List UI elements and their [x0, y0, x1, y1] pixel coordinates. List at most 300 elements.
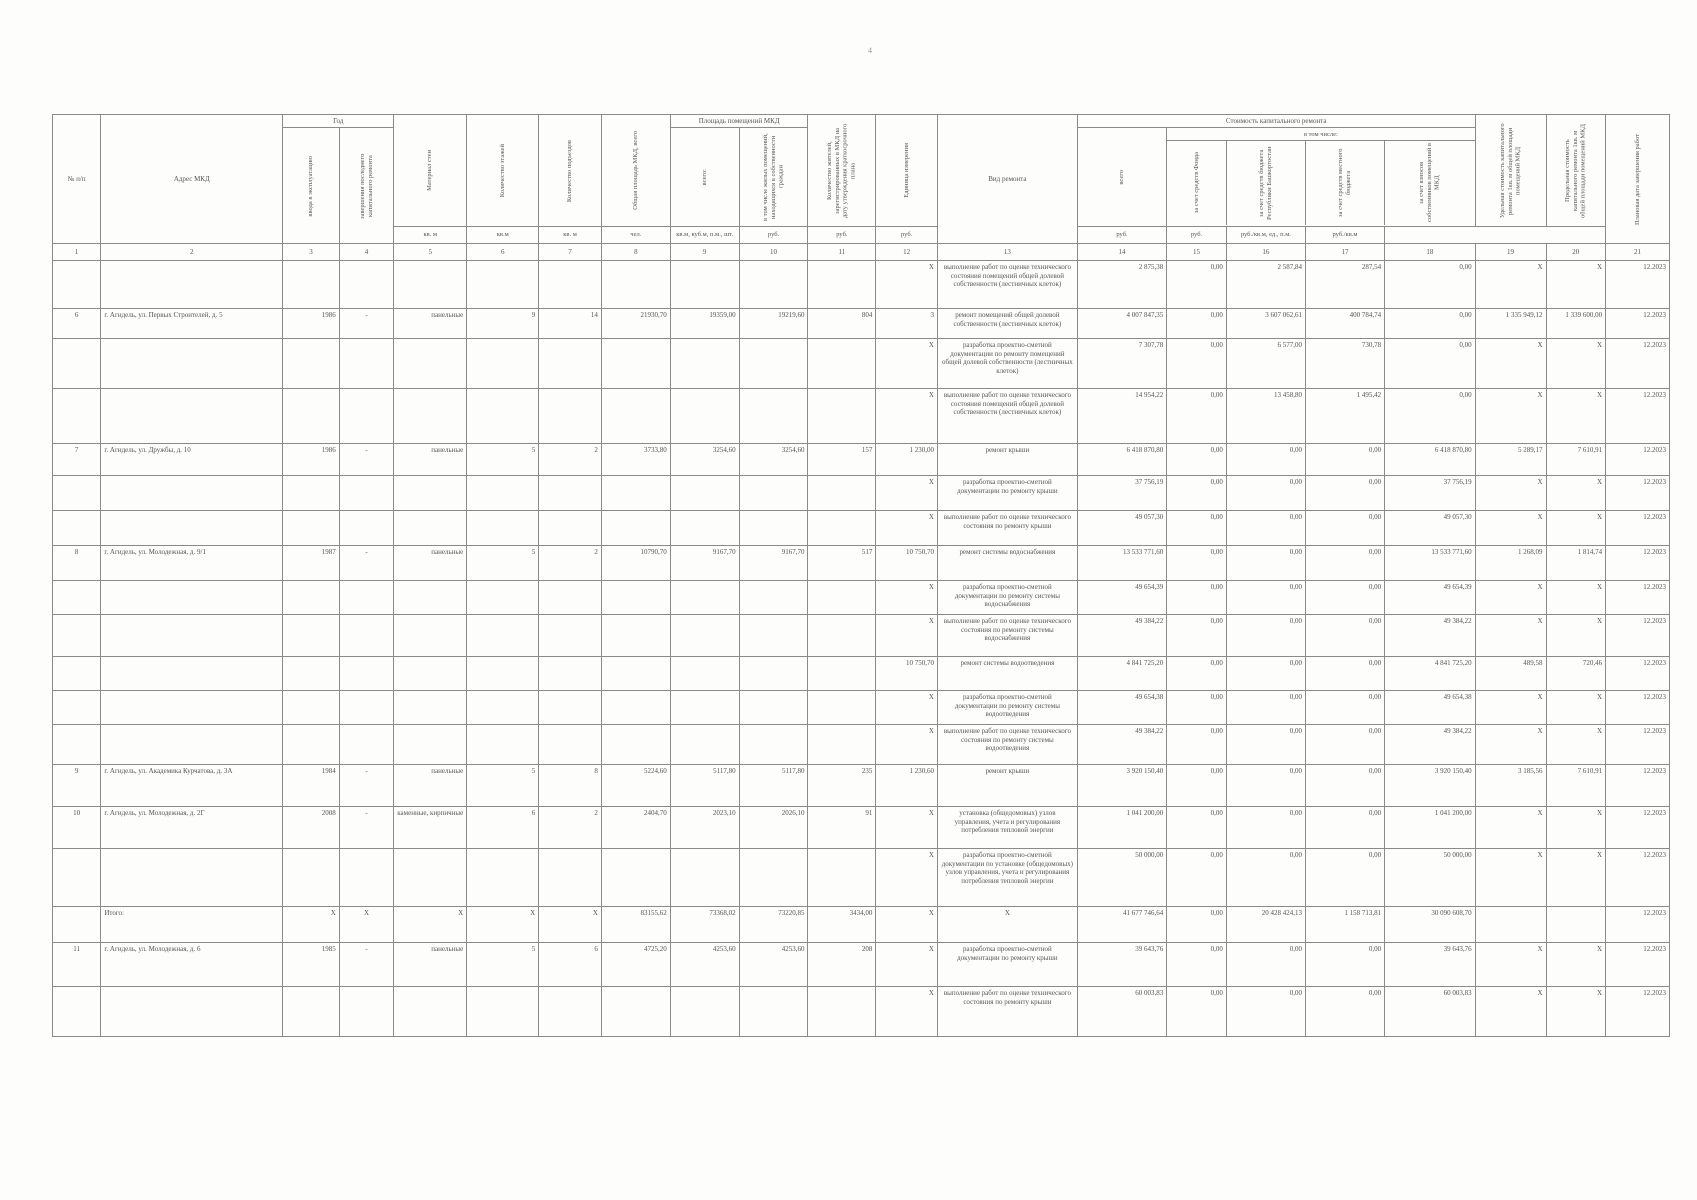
cost-republic-cell: 0,00 [1226, 691, 1305, 725]
year-built-cell [283, 849, 340, 907]
row-number [53, 849, 101, 907]
total-area-cell [601, 389, 670, 444]
cost-local-cell: 0,00 [1305, 581, 1384, 615]
measure-cell: X [876, 943, 938, 987]
year-repair-cell: - [339, 546, 393, 581]
residents-cell [808, 581, 876, 615]
unit-residential: кв. м [539, 227, 602, 244]
repair-type-cell: разработка проектно-сметной документации по установке (общедомовых) узлов управления, учета и регулирования потребления тепловой энергии [937, 849, 1077, 907]
table-row [53, 765, 1670, 807]
year-repair-cell: - [339, 309, 393, 339]
total-area-cell: 21930,70 [601, 309, 670, 339]
floors-cell: 9 [467, 309, 539, 339]
residential-area-cell: 3254,60 [739, 444, 808, 476]
residential-area-cell [739, 389, 808, 444]
unit-area: кв. м [394, 227, 467, 244]
header-max-cost: Предельная стоимость капитального ремонта 1кв. м общей площади помещений МКД [1546, 115, 1606, 227]
cost-fund-cell: 0,00 [1167, 849, 1227, 907]
table-row [53, 309, 1670, 339]
max-cost-cell: 7 610,91 [1546, 765, 1606, 807]
unit-cost-cell: X [1475, 807, 1546, 849]
residential-area-cell [739, 691, 808, 725]
premises-area-cell [670, 657, 739, 691]
unit-cost-cell: X [1475, 581, 1546, 615]
table-row [53, 807, 1670, 849]
premises-area-cell [670, 725, 739, 765]
address-cell [101, 339, 283, 389]
residents-cell [808, 849, 876, 907]
repair-type-cell: ремонт крыши [937, 765, 1077, 807]
residents-cell [808, 339, 876, 389]
cost-local-cell: 0,00 [1305, 657, 1384, 691]
cost-total-cell: 49 384,22 [1077, 615, 1166, 657]
total-area-cell [601, 339, 670, 389]
unit-unit-cost: руб./кв.м, ед., п.м. [1226, 227, 1305, 244]
wall-material-cell: панельные [394, 765, 467, 807]
year-repair-cell [339, 476, 393, 511]
total-area-cell [601, 691, 670, 725]
entrances-cell [539, 476, 602, 511]
residential-area-cell [739, 581, 808, 615]
table-row [53, 907, 1670, 943]
column-number: 15 [1167, 244, 1227, 261]
cost-local-cell: 0,00 [1305, 444, 1384, 476]
address-cell [101, 389, 283, 444]
cost-total-cell: 3 920 150,40 [1077, 765, 1166, 807]
wall-material-cell: панельные [394, 943, 467, 987]
header-year-last-repair: завершения последнего капитального ремонта [339, 128, 393, 244]
cost-fund-cell: 0,00 [1167, 907, 1227, 943]
floors-cell: 5 [467, 546, 539, 581]
floors-cell [467, 389, 539, 444]
header-cost-local: за счет средств местного бюджета [1337, 148, 1353, 218]
row-number [53, 725, 101, 765]
deadline-cell: 12.2023 [1606, 309, 1670, 339]
cost-local-cell: 0,00 [1305, 476, 1384, 511]
max-cost-cell: X [1546, 261, 1606, 309]
column-number: 20 [1546, 244, 1606, 261]
total-area-cell [601, 261, 670, 309]
unit-cost-cell: X [1475, 615, 1546, 657]
measure-cell: 1 230,60 [876, 765, 938, 807]
measure-cell: 1 230,00 [876, 444, 938, 476]
header-address: Адрес МКД [101, 115, 283, 244]
premises-area-cell [670, 476, 739, 511]
unit-cost-cell: 489,58 [1475, 657, 1546, 691]
max-cost-cell: 7 610,91 [1546, 444, 1606, 476]
row-number [53, 581, 101, 615]
cost-republic-cell: 0,00 [1226, 657, 1305, 691]
table-row [53, 511, 1670, 546]
residents-cell: 157 [808, 444, 876, 476]
cost-republic-cell: 0,00 [1226, 765, 1305, 807]
row-number [53, 476, 101, 511]
column-number: 16 [1226, 244, 1305, 261]
max-cost-cell: X [1546, 389, 1606, 444]
unit-cost-cell: X [1475, 476, 1546, 511]
floors-cell [467, 511, 539, 546]
residents-cell [808, 615, 876, 657]
year-repair-cell: X [339, 907, 393, 943]
residents-cell [808, 389, 876, 444]
year-repair-cell: - [339, 807, 393, 849]
measure-cell: X [876, 581, 938, 615]
cost-local-cell: 0,00 [1305, 615, 1384, 657]
measure-cell: X [876, 691, 938, 725]
wall-material-cell [394, 511, 467, 546]
column-number: 21 [1606, 244, 1670, 261]
row-number: 6 [53, 309, 101, 339]
cost-owners-cell: 0,00 [1385, 309, 1475, 339]
measure-cell: X [876, 725, 938, 765]
column-number: 13 [937, 244, 1077, 261]
cost-total-cell: 60 003,83 [1077, 987, 1166, 1037]
cost-republic-cell: 0,00 [1226, 581, 1305, 615]
premises-area-cell [670, 511, 739, 546]
residents-cell: 235 [808, 765, 876, 807]
year-repair-cell [339, 987, 393, 1037]
table-row [53, 849, 1670, 907]
deadline-cell: 12.2023 [1606, 546, 1670, 581]
year-built-cell [283, 581, 340, 615]
cost-republic-cell: 20 428 424,13 [1226, 907, 1305, 943]
table-row [53, 339, 1670, 389]
unit-cost-cell: X [1475, 987, 1546, 1037]
header-premises-total: всего: [670, 128, 739, 227]
cost-fund-cell: 0,00 [1167, 725, 1227, 765]
total-area-cell: 10790,70 [601, 546, 670, 581]
unit-cost-total: руб. [739, 227, 808, 244]
premises-area-cell: 19359,00 [670, 309, 739, 339]
residents-cell: 3434,00 [808, 907, 876, 943]
address-cell [101, 261, 283, 309]
table-row [53, 389, 1670, 444]
premises-area-cell: 5117,80 [670, 765, 739, 807]
cost-owners-cell: 1 041 200,00 [1385, 807, 1475, 849]
column-number: 5 [394, 244, 467, 261]
deadline-cell: 12.2023 [1606, 581, 1670, 615]
table-row [53, 615, 1670, 657]
total-area-cell: 3733,80 [601, 444, 670, 476]
repair-type-cell: ремонт помещений общей долевой собственности (лестничных клеток) [937, 309, 1077, 339]
cost-owners-cell: 50 000,00 [1385, 849, 1475, 907]
address-cell: г. Агидель, ул. Молодежная, д. 9/1 [101, 546, 283, 581]
premises-area-cell [670, 389, 739, 444]
residential-area-cell [739, 615, 808, 657]
unit-cost-republic: руб. [876, 227, 938, 244]
residential-area-cell: 19219,60 [739, 309, 808, 339]
cost-owners-cell: 30 090 608,70 [1385, 907, 1475, 943]
repair-type-cell: X [937, 907, 1077, 943]
residential-area-cell [739, 987, 808, 1037]
cost-republic-cell: 0,00 [1226, 444, 1305, 476]
unit-cost-fund: руб. [808, 227, 876, 244]
unit-cost-cell: X [1475, 339, 1546, 389]
address-cell: г. Агидель, ул. Молодежная, д. 6 [101, 943, 283, 987]
max-cost-cell: X [1546, 987, 1606, 1037]
cost-owners-cell: 13 533 771,60 [1385, 546, 1475, 581]
column-number: 8 [601, 244, 670, 261]
floors-cell [467, 725, 539, 765]
address-cell [101, 987, 283, 1037]
column-number: 12 [876, 244, 938, 261]
table-body [53, 244, 1670, 1037]
row-number [53, 389, 101, 444]
max-cost-cell [1546, 907, 1606, 943]
wall-material-cell: X [394, 907, 467, 943]
row-number: 11 [53, 943, 101, 987]
year-repair-cell [339, 339, 393, 389]
cost-local-cell: 1 158 713,81 [1305, 907, 1384, 943]
wall-material-cell [394, 389, 467, 444]
wall-material-cell: каменные, кирпичные [394, 807, 467, 849]
header-unit-cost: Удельная стоимость капитального ремонта 1кв. м общей площади помещений МКД [1475, 115, 1546, 227]
floors-cell [467, 691, 539, 725]
premises-area-cell [670, 987, 739, 1037]
cost-republic-cell: 0,00 [1226, 987, 1305, 1037]
residential-area-cell [739, 339, 808, 389]
measure-cell: X [876, 849, 938, 907]
cost-total-cell: 49 384,22 [1077, 725, 1166, 765]
table-row [53, 987, 1670, 1037]
floors-cell: 5 [467, 765, 539, 807]
address-cell [101, 849, 283, 907]
table-row [53, 943, 1670, 987]
year-built-cell: 2008 [283, 807, 340, 849]
entrances-cell [539, 261, 602, 309]
year-built-cell [283, 691, 340, 725]
cost-total-cell: 41 677 746,64 [1077, 907, 1166, 943]
wall-material-cell [394, 261, 467, 309]
cost-fund-cell: 0,00 [1167, 657, 1227, 691]
residents-cell [808, 691, 876, 725]
measure-cell: X [876, 807, 938, 849]
floors-cell [467, 261, 539, 309]
deadline-cell: 12.2023 [1606, 444, 1670, 476]
cost-republic-cell: 6 577,00 [1226, 339, 1305, 389]
total-area-cell [601, 511, 670, 546]
max-cost-cell: X [1546, 849, 1606, 907]
residential-area-cell: 2026,10 [739, 807, 808, 849]
cost-total-cell: 4 007 847,35 [1077, 309, 1166, 339]
residents-cell: 804 [808, 309, 876, 339]
row-number [53, 907, 101, 943]
entrances-cell [539, 849, 602, 907]
repair-type-cell: ремонт системы водоотведения [937, 657, 1077, 691]
header-residential-owned: в том числе жилых помещений, находящихся в собственности граждан [739, 128, 808, 227]
deadline-cell: 12.2023 [1606, 691, 1670, 725]
cost-fund-cell: 0,00 [1167, 765, 1227, 807]
year-repair-cell [339, 849, 393, 907]
cost-local-cell: 0,00 [1305, 546, 1384, 581]
year-built-cell [283, 725, 340, 765]
wall-material-cell: панельные [394, 309, 467, 339]
cost-fund-cell: 0,00 [1167, 511, 1227, 546]
residents-cell [808, 725, 876, 765]
max-cost-cell: X [1546, 943, 1606, 987]
header-cost-owners: за счет взносов собственников помещений в МКД [1418, 143, 1441, 223]
header-total-area: Общая площадь МКД, всего [601, 115, 670, 227]
year-repair-cell [339, 657, 393, 691]
capital-repair-table [52, 114, 1670, 1037]
max-cost-cell: X [1546, 615, 1606, 657]
header-entrances: Количество подъездов [539, 115, 602, 227]
premises-area-cell [670, 261, 739, 309]
measure-cell: X [876, 389, 938, 444]
premises-area-cell: 9167,70 [670, 546, 739, 581]
max-cost-cell: X [1546, 511, 1606, 546]
residential-area-cell: 73220,85 [739, 907, 808, 943]
residential-area-cell [739, 725, 808, 765]
floors-cell: 5 [467, 943, 539, 987]
deadline-cell: 12.2023 [1606, 765, 1670, 807]
entrances-cell [539, 657, 602, 691]
deadline-cell: 12.2023 [1606, 987, 1670, 1037]
premises-area-cell: 4253,60 [670, 943, 739, 987]
cost-fund-cell: 0,00 [1167, 309, 1227, 339]
year-repair-cell: - [339, 765, 393, 807]
repair-type-cell: выполнение работ по оценке технического состояния по ремонту крыши [937, 987, 1077, 1037]
cost-fund-cell: 0,00 [1167, 615, 1227, 657]
cost-local-cell: 1 495,42 [1305, 389, 1384, 444]
max-cost-cell: 1 339 600,00 [1546, 309, 1606, 339]
year-repair-cell [339, 261, 393, 309]
max-cost-cell: X [1546, 725, 1606, 765]
entrances-cell [539, 615, 602, 657]
entrances-cell [539, 389, 602, 444]
max-cost-cell: X [1546, 339, 1606, 389]
cost-owners-cell: 39 643,76 [1385, 943, 1475, 987]
repair-type-cell: разработка проектно-сметной документации по ремонту крыши [937, 476, 1077, 511]
address-cell: Итого: [101, 907, 283, 943]
residential-area-cell [739, 261, 808, 309]
column-number: 18 [1385, 244, 1475, 261]
wall-material-cell [394, 987, 467, 1037]
measure-cell: X [876, 261, 938, 309]
cost-republic-cell: 0,00 [1226, 511, 1305, 546]
residential-area-cell [739, 849, 808, 907]
address-cell: г. Агидель, ул. Дружбы, д. 10 [101, 444, 283, 476]
column-number: 19 [1475, 244, 1546, 261]
cost-owners-cell: 49 384,22 [1385, 725, 1475, 765]
year-built-cell [283, 476, 340, 511]
cost-republic-cell: 0,00 [1226, 476, 1305, 511]
address-cell: г. Агидель, ул. Первых Строителей, д. 5 [101, 309, 283, 339]
entrances-cell: 8 [539, 765, 602, 807]
header-num: № п/п [53, 115, 101, 244]
cost-local-cell: 0,00 [1305, 691, 1384, 725]
repair-type-cell: выполнение работ по оценке технического состояния по ремонту крыши [937, 511, 1077, 546]
max-cost-cell: X [1546, 476, 1606, 511]
residential-area-cell: 4253,60 [739, 943, 808, 987]
header-floors: Количество этажей [467, 115, 539, 227]
address-cell [101, 691, 283, 725]
cost-fund-cell: 0,00 [1167, 339, 1227, 389]
cost-owners-cell: 0,00 [1385, 261, 1475, 309]
wall-material-cell [394, 725, 467, 765]
repair-type-cell: разработка проектно-сметной документации по ремонту крыши [937, 943, 1077, 987]
address-cell [101, 476, 283, 511]
repair-type-cell: разработка проектно-сметной документации по ремонту системы водоснабжения [937, 581, 1077, 615]
year-built-cell: 1984 [283, 765, 340, 807]
column-number: 6 [467, 244, 539, 261]
cost-fund-cell: 0,00 [1167, 389, 1227, 444]
column-number: 17 [1305, 244, 1384, 261]
year-repair-cell: - [339, 444, 393, 476]
row-number [53, 511, 101, 546]
header-cost-incl: в том числе: за счет средств Фонда за счет средств бюджета Республики Башкортостан за счет средств местного бюджета за счет взносов собственников помещений в МКД [1167, 128, 1475, 227]
max-cost-cell: 1 814,74 [1546, 546, 1606, 581]
unit-cost-cell: X [1475, 725, 1546, 765]
year-repair-cell [339, 511, 393, 546]
floors-cell [467, 987, 539, 1037]
header-repair-type: Вид ремонта [937, 115, 1077, 244]
residents-cell [808, 657, 876, 691]
cost-local-cell: 0,00 [1305, 725, 1384, 765]
year-repair-cell [339, 691, 393, 725]
repair-type-cell: установка (общедомовых) узлов управления, учета и регулирования потребления тепловой энергии [937, 807, 1077, 849]
table-row [53, 581, 1670, 615]
cost-local-cell: 0,00 [1305, 511, 1384, 546]
wall-material-cell [394, 615, 467, 657]
floors-cell [467, 615, 539, 657]
header-row-1 [53, 115, 1670, 128]
column-number: 11 [808, 244, 876, 261]
unit-cost-cell: 3 185,56 [1475, 765, 1546, 807]
header-cost-group: Стоимость капитального ремонта [1077, 115, 1475, 128]
entrances-cell: 2 [539, 807, 602, 849]
cost-owners-cell: 4 841 725,20 [1385, 657, 1475, 691]
cost-local-cell: 287,54 [1305, 261, 1384, 309]
premises-area-cell [670, 581, 739, 615]
entrances-cell [539, 691, 602, 725]
measure-cell: 10 750,70 [876, 546, 938, 581]
unit-cost-owners: руб. [1167, 227, 1227, 244]
cost-total-cell: 49 654,38 [1077, 691, 1166, 725]
row-number [53, 987, 101, 1037]
year-built-cell: 1986 [283, 309, 340, 339]
column-number: 7 [539, 244, 602, 261]
residents-cell: 517 [808, 546, 876, 581]
cost-owners-cell: 49 384,22 [1385, 615, 1475, 657]
floors-cell: 6 [467, 807, 539, 849]
header-measure: Единица измерения [876, 115, 938, 227]
entrances-cell: 14 [539, 309, 602, 339]
total-area-cell: 83155,62 [601, 907, 670, 943]
repair-type-cell: разработка проектно-сметной документации по ремонту помещений общей долевой собственности (лестничных клеток) [937, 339, 1077, 389]
cost-fund-cell: 0,00 [1167, 476, 1227, 511]
cost-fund-cell: 0,00 [1167, 546, 1227, 581]
year-built-cell: 1987 [283, 546, 340, 581]
table-row [53, 725, 1670, 765]
year-built-cell: X [283, 907, 340, 943]
cost-total-cell: 13 533 771,60 [1077, 546, 1166, 581]
year-built-cell [283, 261, 340, 309]
wall-material-cell [394, 691, 467, 725]
total-area-cell: 4725,20 [601, 943, 670, 987]
unit-people: чел. [601, 227, 670, 244]
deadline-cell: 12.2023 [1606, 389, 1670, 444]
entrances-cell [539, 987, 602, 1037]
deadline-cell: 12.2023 [1606, 615, 1670, 657]
year-built-cell: 1986 [283, 444, 340, 476]
cost-republic-cell: 0,00 [1226, 807, 1305, 849]
total-area-cell [601, 476, 670, 511]
repair-type-cell: ремонт крыши [937, 444, 1077, 476]
cost-total-cell: 49 057,30 [1077, 511, 1166, 546]
residential-area-cell [739, 511, 808, 546]
wall-material-cell: панельные [394, 546, 467, 581]
